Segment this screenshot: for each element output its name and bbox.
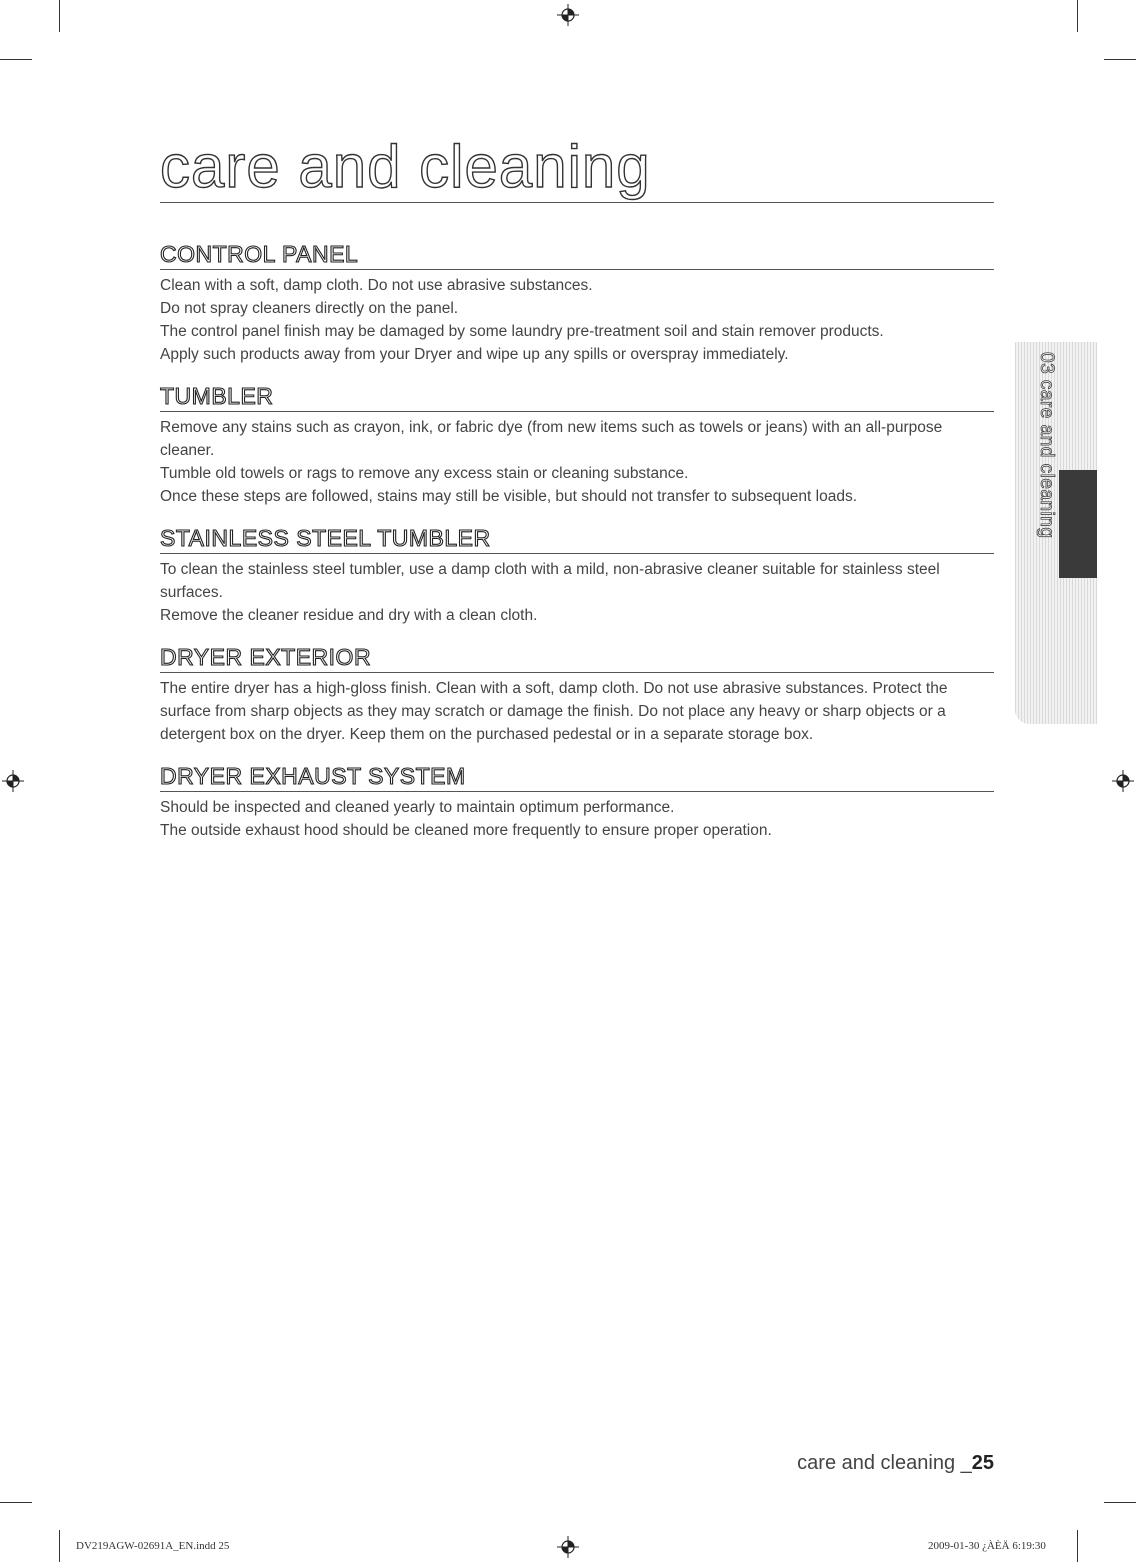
chapter-tab (1015, 342, 1097, 724)
registration-mark-icon (2, 770, 24, 792)
section-heading: DRYER EXHAUST SYSTEM (160, 762, 994, 792)
crop-mark (1077, 0, 1078, 32)
paragraph: Remove any stains such as crayon, ink, or fabric dye (from new items such as towels or jeans) with an all-purpose cleaner. (160, 419, 943, 459)
paragraph: The entire dryer has a high-gloss finish. Clean with a soft, damp cloth. Do not use abrasive substances. Protect the surface from sharp objects as they may scratch or damage the finish. Do not place any heavy or sharp objects or a detergent box on the dryer. Keep them on the purchased pedestal or in a separate storage box. (160, 680, 948, 743)
registration-mark-icon (557, 4, 579, 26)
paragraph: Clean with a soft, damp cloth. Do not use abrasive substances. (160, 277, 593, 294)
section-heading: TUMBLER (160, 382, 994, 412)
crop-mark (1104, 1502, 1136, 1503)
paragraph: Once these steps are followed, stains may still be visible, but should not transfer to subsequent loads. (160, 488, 858, 505)
crop-mark (59, 0, 60, 32)
paragraph: The outside exhaust hood should be cleaned more frequently to ensure proper operation. (160, 822, 772, 839)
crop-mark (1104, 59, 1136, 60)
paragraph: Remove the cleaner residue and dry with a clean cloth. (160, 607, 538, 624)
section-stainless-steel-tumbler (160, 524, 994, 627)
footer-label: care and cleaning _ (797, 1452, 972, 1474)
chapter-tab-label: 03 care and cleaning (1036, 352, 1057, 539)
paragraph: Should be inspected and cleaned yearly to maintain optimum performance. (160, 799, 675, 816)
page-footer (797, 1452, 994, 1475)
section-heading: CONTROL PANEL (160, 240, 994, 270)
paragraph: The control panel finish may be damaged by some laundry pre-treatment soil and stain remover products. (160, 323, 884, 340)
crop-mark (1077, 1530, 1078, 1562)
page-number: 25 (971, 1452, 994, 1474)
page-title-text: care and cleaning (160, 134, 655, 200)
date-slug: 2009-01-30 ¿ÀÈÄ 6:19:30 (928, 1540, 1046, 1552)
section-heading: STAINLESS STEEL TUMBLER (160, 524, 994, 554)
section-heading: DRYER EXTERIOR (160, 643, 994, 673)
page-title (160, 133, 994, 203)
crop-mark (0, 59, 32, 60)
content (160, 240, 994, 858)
paragraph: Apply such products away from your Dryer and wipe up any spills or overspray immediately. (160, 346, 789, 363)
section-dryer-exterior (160, 643, 994, 746)
registration-mark-icon (557, 1536, 579, 1558)
crop-mark (0, 1502, 32, 1503)
registration-mark-icon (1112, 770, 1134, 792)
chapter-tab-marker (1059, 470, 1097, 578)
paragraph: Tumble old towels or rags to remove any excess stain or cleaning substance. (160, 465, 689, 482)
paragraph: Do not spray cleaners directly on the panel. (160, 300, 459, 317)
section-control-panel (160, 240, 994, 366)
section-tumbler (160, 382, 994, 508)
paragraph: To clean the stainless steel tumbler, use a damp cloth with a mild, non-abrasive cleaner suitable for stainless steel surfaces. (160, 561, 940, 601)
crop-mark (59, 1530, 60, 1562)
file-slug: DV219AGW-02691A_EN.indd 25 (76, 1540, 230, 1552)
section-dryer-exhaust-system (160, 762, 994, 842)
